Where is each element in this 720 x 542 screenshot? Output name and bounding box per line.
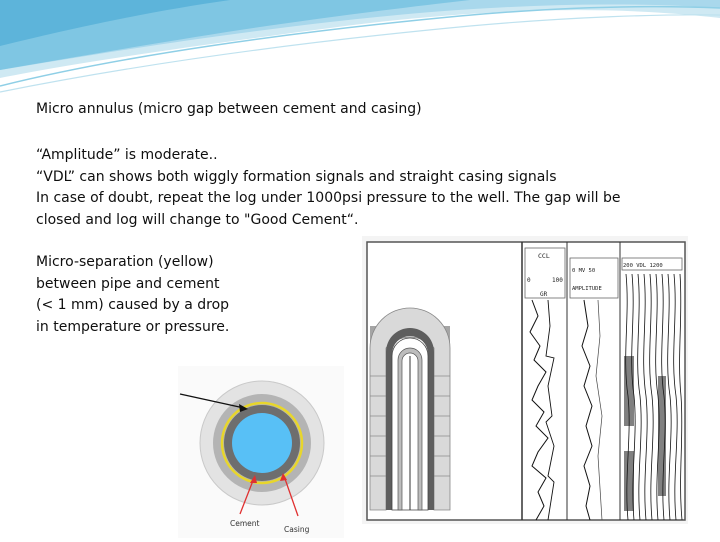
note-line: between pipe and cement bbox=[36, 275, 220, 292]
amplitude-scale: 0 MV 50 bbox=[572, 268, 596, 274]
paragraph-line: closed and log will change to "Good Cement“. bbox=[36, 211, 359, 228]
well-schematic bbox=[370, 308, 450, 510]
note-line: Micro-separation (yellow) bbox=[36, 254, 214, 270]
micro-separation-note bbox=[36, 252, 266, 338]
note-line: in temperature or pressure. bbox=[36, 318, 230, 335]
track1-scale-right: 100 bbox=[552, 277, 563, 284]
cbl-vdl-log-figure bbox=[362, 236, 688, 524]
track1-scale-left: 0 bbox=[527, 277, 531, 284]
slide-title: Micro annulus (micro gap between cement and casing) bbox=[36, 101, 422, 117]
amplitude-header: AMPLITUDE bbox=[572, 286, 602, 292]
log-panel bbox=[362, 236, 688, 524]
vdl-header: 200 VDL 1200 bbox=[623, 263, 663, 269]
casing-label: Casing bbox=[284, 525, 310, 534]
gr-header: GR bbox=[540, 291, 548, 298]
paragraph-line: “VDL” can shows both wiggly formation signals and straight casing signals bbox=[36, 168, 557, 185]
cement-label: Cement bbox=[230, 519, 260, 528]
ccl-header: CCL bbox=[538, 252, 550, 260]
header-swoosh-decoration bbox=[0, 0, 720, 95]
pipe-bore bbox=[232, 413, 292, 473]
cross-section-diagram bbox=[178, 366, 344, 538]
paragraph-line: “Amplitude” is moderate.. bbox=[36, 147, 218, 163]
note-line: (< 1 mm) caused by a drop bbox=[36, 297, 230, 313]
explanation-paragraph bbox=[36, 145, 696, 231]
micro-annulus-cross-section-figure bbox=[178, 366, 344, 538]
paragraph-line: In case of doubt, repeat the log under 1000psi pressure to the well. The gap will be bbox=[36, 190, 621, 206]
